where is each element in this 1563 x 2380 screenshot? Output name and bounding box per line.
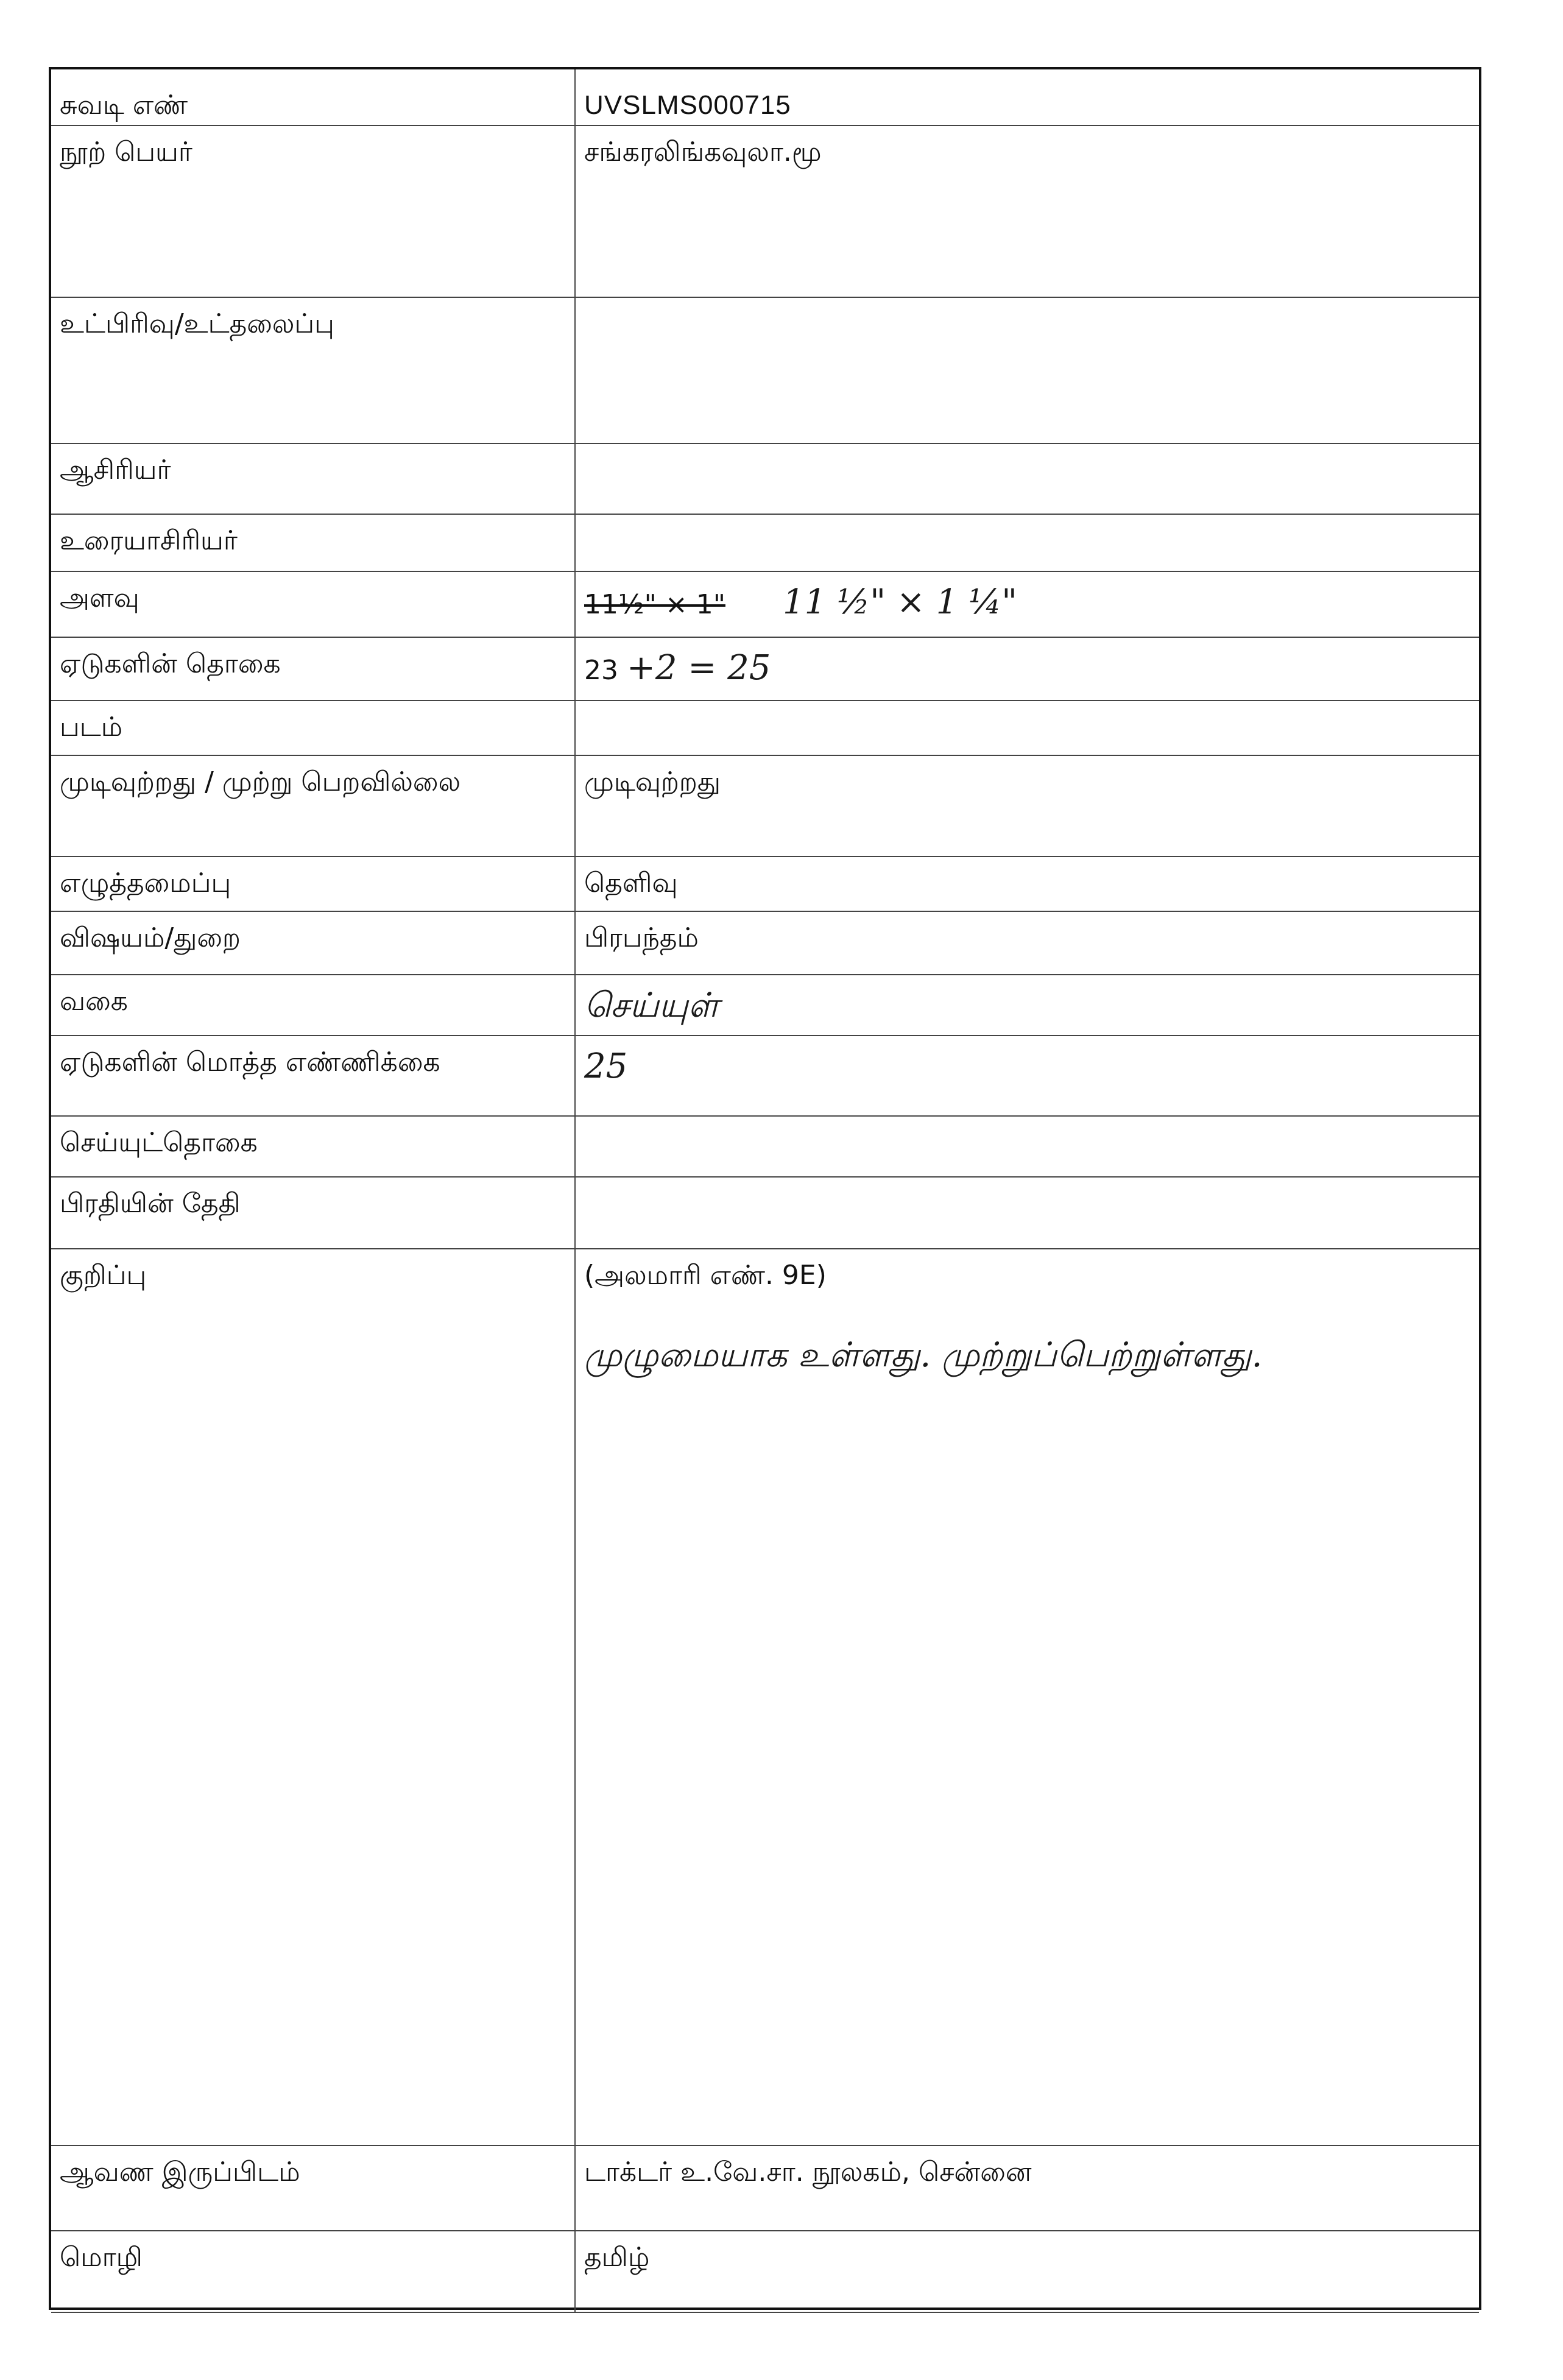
value-notes bbox=[575, 1249, 1479, 2145]
label-completion: முடிவுற்றது / முற்று பெறவில்லை bbox=[51, 755, 575, 856]
label-picture: படம் bbox=[51, 701, 575, 755]
value-leaf-count-printed: 23 bbox=[584, 655, 618, 686]
row-picture bbox=[51, 701, 1479, 755]
row-leaf-count bbox=[51, 637, 1479, 701]
value-script-quality: தெளிவு bbox=[575, 856, 1479, 911]
value-completion: முடிவுற்றது bbox=[575, 755, 1479, 856]
row-subject bbox=[51, 911, 1479, 975]
value-leaf-count bbox=[575, 637, 1479, 701]
row-subsection bbox=[51, 297, 1479, 443]
value-copy-date bbox=[575, 1177, 1479, 1249]
value-size bbox=[575, 571, 1479, 637]
label-total-leaves: ஏடுகளின் மொத்த எண்ணிக்கை bbox=[51, 1036, 575, 1116]
label-verse-count: செய்யுட்தொகை bbox=[51, 1116, 575, 1177]
value-language: தமிழ் bbox=[575, 2231, 1479, 2312]
catalog-card bbox=[49, 67, 1481, 2310]
value-notes-printed: (அலமாரி எண். 9E) bbox=[584, 1260, 827, 1291]
label-size: அளவு bbox=[51, 571, 575, 637]
catalog-table bbox=[51, 69, 1479, 2313]
row-notes bbox=[51, 1249, 1479, 2145]
value-title: சங்கரலிங்கவுலா.மூ bbox=[575, 125, 1479, 297]
label-subsection: உட்பிரிவு/உட்தலைப்பு bbox=[51, 297, 575, 443]
value-type-handwritten: செய்யுள் bbox=[584, 986, 719, 1025]
label-manuscript-number: சுவடி எண் bbox=[51, 69, 575, 125]
row-repository bbox=[51, 2145, 1479, 2231]
row-title bbox=[51, 125, 1479, 297]
label-author: ஆசிரியர் bbox=[51, 443, 575, 514]
label-type: வகை bbox=[51, 975, 575, 1036]
row-script-quality bbox=[51, 856, 1479, 911]
row-language bbox=[51, 2231, 1479, 2312]
row-commentator bbox=[51, 514, 1479, 571]
label-repository: ஆவண இருப்பிடம் bbox=[51, 2145, 575, 2231]
label-notes: குறிப்பு bbox=[51, 1249, 575, 2145]
value-picture bbox=[575, 701, 1479, 755]
label-commentator: உரையாசிரியர் bbox=[51, 514, 575, 571]
value-notes-handwritten: முழுமையாக உள்ளது. முற்றுப்பெற்றுள்ளது. bbox=[584, 1335, 1263, 1375]
label-leaf-count: ஏடுகளின் தொகை bbox=[51, 637, 575, 701]
value-author bbox=[575, 443, 1479, 514]
label-title: நூற் பெயர் bbox=[51, 125, 575, 297]
label-subject: விஷயம்/துறை bbox=[51, 911, 575, 975]
value-total-leaves bbox=[575, 1036, 1479, 1116]
value-type bbox=[575, 975, 1479, 1036]
row-verse-count bbox=[51, 1116, 1479, 1177]
label-copy-date: பிரதியின் தேதி bbox=[51, 1177, 575, 1249]
value-subsection bbox=[575, 297, 1479, 443]
value-commentator bbox=[575, 514, 1479, 571]
row-type bbox=[51, 975, 1479, 1036]
value-leaf-count-handwritten: +2 = 25 bbox=[627, 648, 771, 688]
value-manuscript-number: UVSLMS000715 bbox=[575, 69, 1479, 125]
value-repository: டாக்டர் உ.வே.சா. நூலகம், சென்னை bbox=[575, 2145, 1479, 2231]
row-manuscript-number bbox=[51, 69, 1479, 125]
value-size-struck: 11½" × 1" bbox=[584, 589, 725, 620]
value-verse-count bbox=[575, 1116, 1479, 1177]
value-total-leaves-handwritten: 25 bbox=[584, 1047, 628, 1086]
row-size bbox=[51, 571, 1479, 637]
row-author bbox=[51, 443, 1479, 514]
value-size-handwritten: 11 ½" × 1 ¼" bbox=[782, 582, 1018, 622]
row-completion bbox=[51, 755, 1479, 856]
row-total-leaves bbox=[51, 1036, 1479, 1116]
value-subject: பிரபந்தம் bbox=[575, 911, 1479, 975]
label-script-quality: எழுத்தமைப்பு bbox=[51, 856, 575, 911]
label-language: மொழி bbox=[51, 2231, 575, 2312]
row-copy-date bbox=[51, 1177, 1479, 1249]
